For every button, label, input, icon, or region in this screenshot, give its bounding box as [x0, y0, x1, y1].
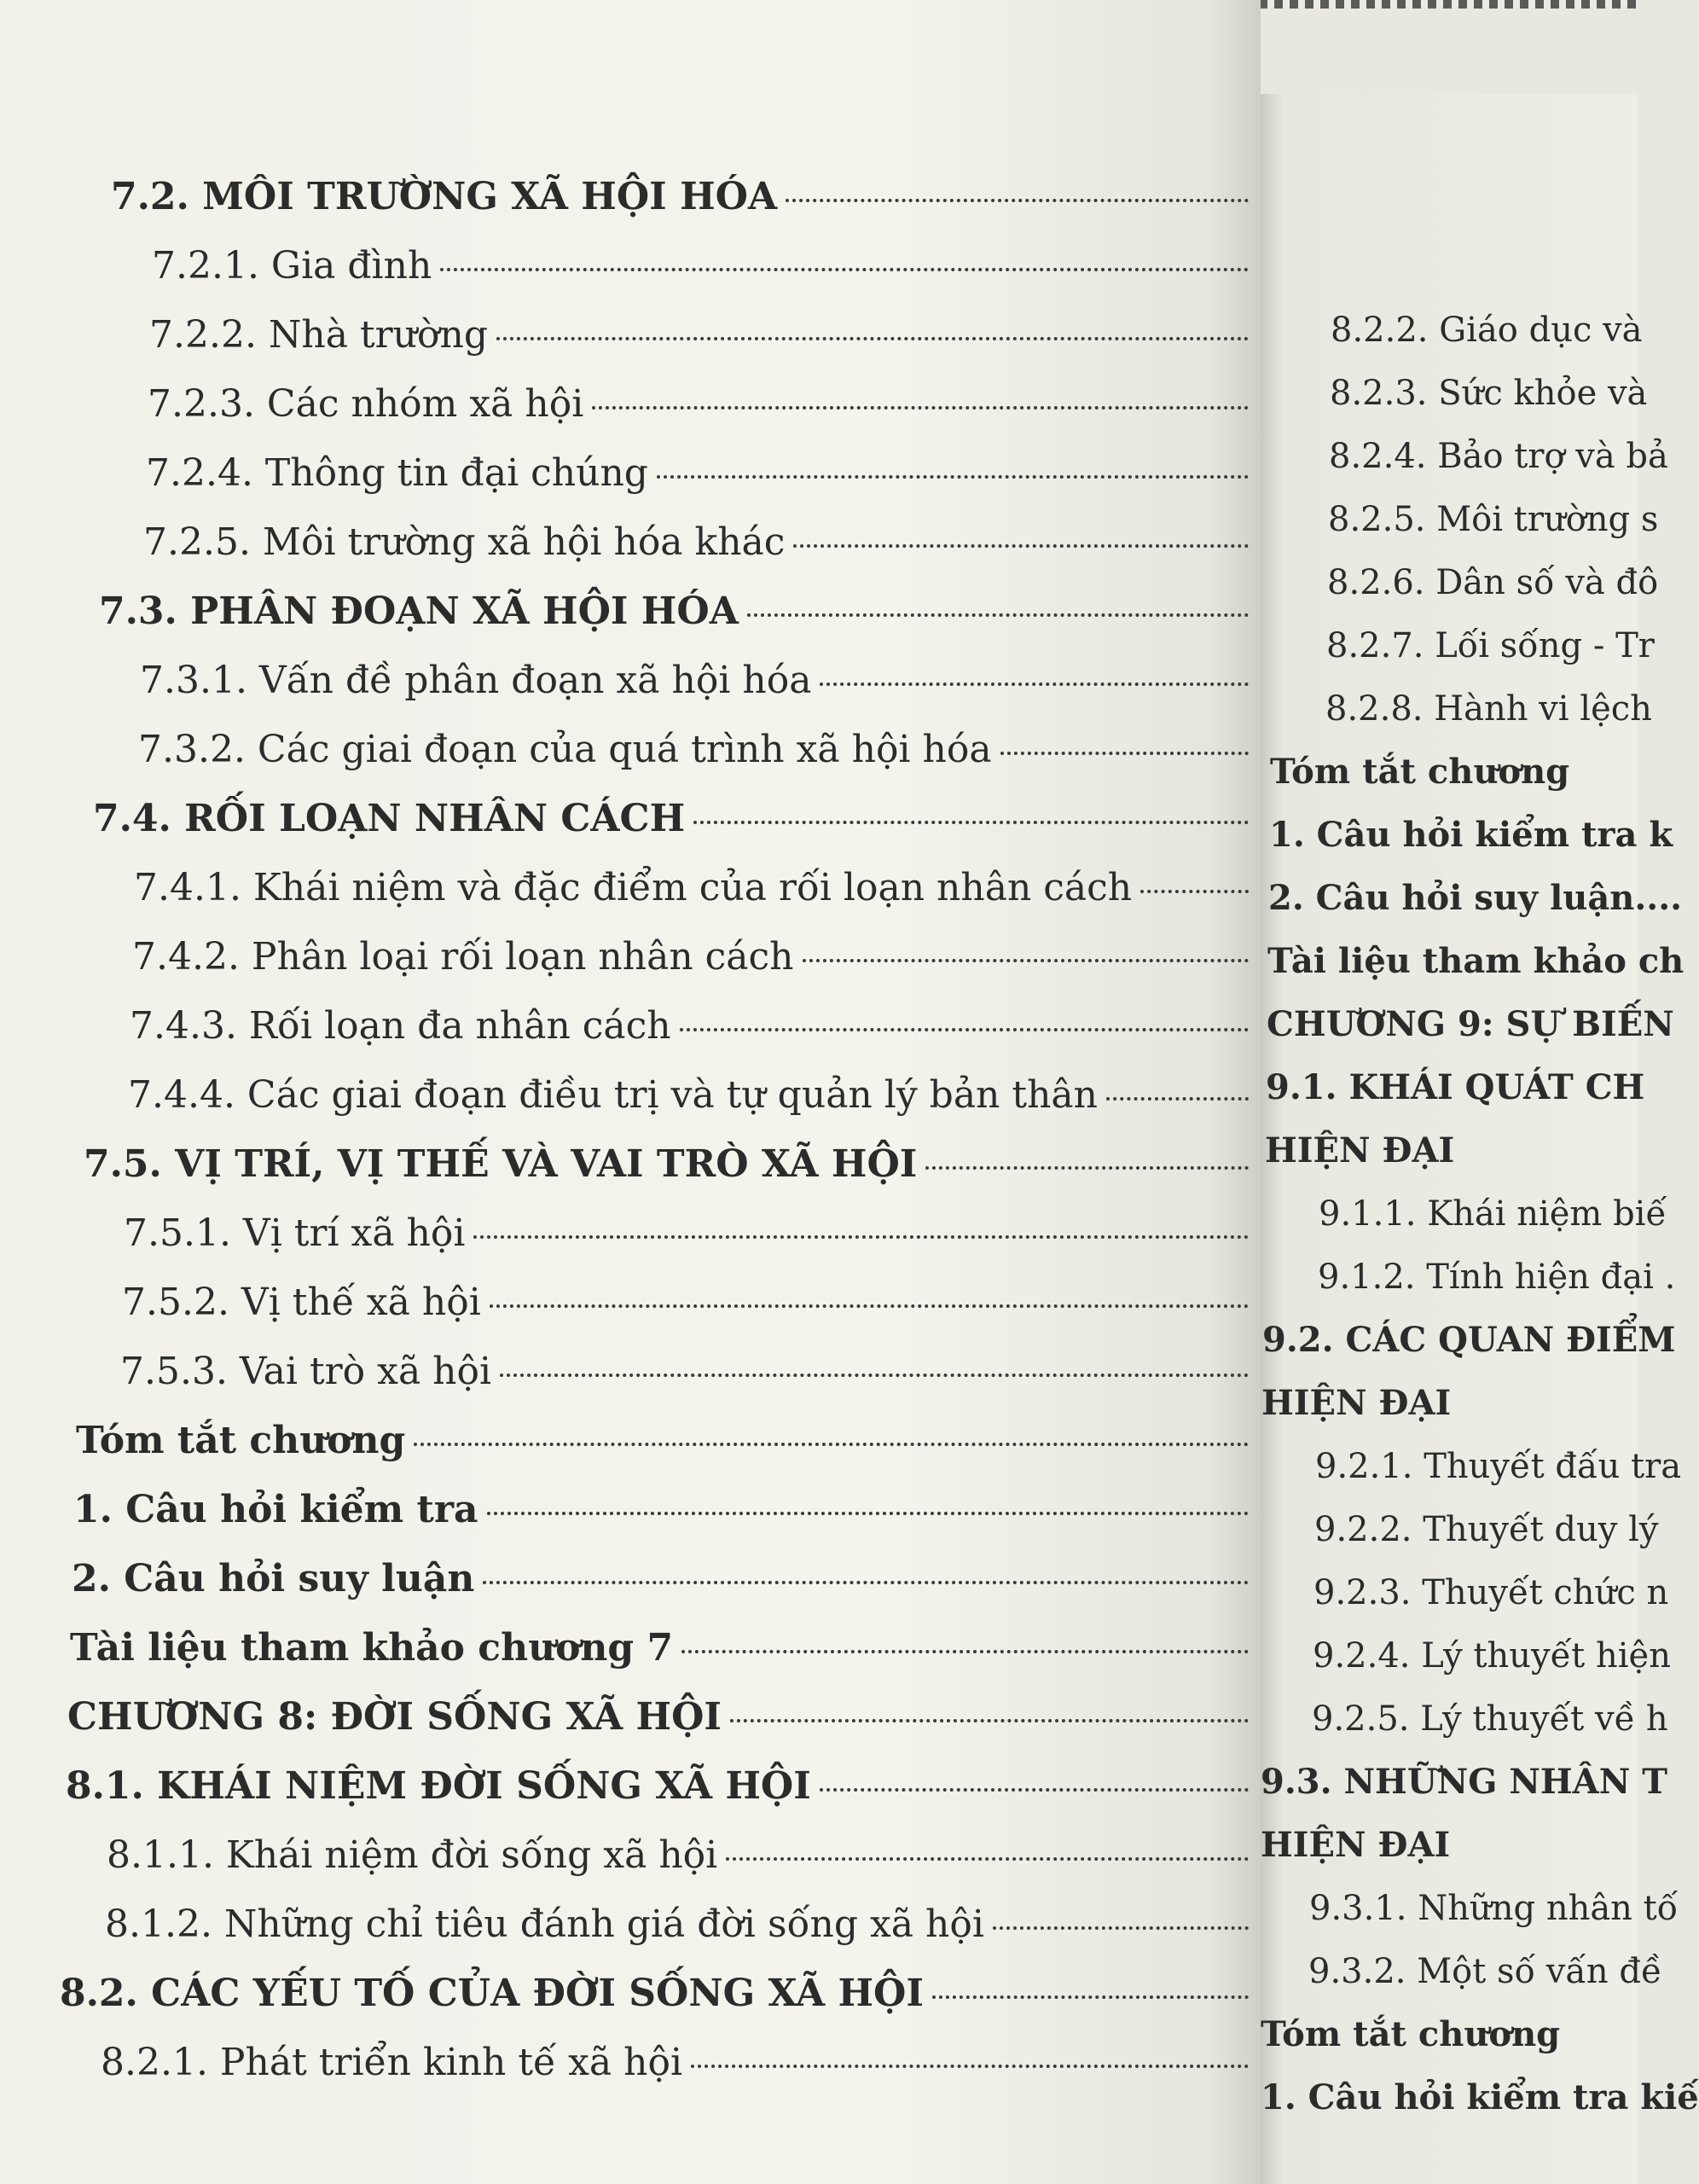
- toc-heading: [1267, 930, 1685, 993]
- toc-heading: [66, 1751, 1262, 1821]
- toc-heading: [1266, 1056, 1645, 1119]
- toc-entry-title: 1. Câu hỏi kiểm tra: [73, 1488, 478, 1531]
- toc-subentry: [128, 1060, 1262, 1130]
- toc-subentry: [101, 2028, 1262, 2097]
- dot-leader: [500, 1374, 1249, 1377]
- toc-heading: [73, 1475, 1262, 1544]
- toc-subentry: [122, 1268, 1262, 1337]
- toc-subentry: [1326, 614, 1655, 677]
- toc-subentry: [1319, 1182, 1667, 1246]
- toc-entry-title: 8.2.5. Môi trường s: [1328, 500, 1659, 539]
- toc-entry-title: 7.3.2. Các giai đoạn của quá trình xã hội hóa: [138, 728, 992, 771]
- dot-leader: [820, 682, 1249, 686]
- toc-subentry: [1314, 1498, 1659, 1561]
- toc-entry-title: 9.2.4. Lý thuyết hiện: [1313, 1636, 1671, 1676]
- dot-leader: [1140, 890, 1249, 893]
- toc-heading: [1270, 741, 1638, 804]
- toc-heading: [1261, 2003, 1638, 2066]
- toc-entry-title: 9.1. KHÁI QUÁT CH: [1266, 1067, 1645, 1107]
- dot-leader: [932, 1995, 1249, 1999]
- dot-leader: [793, 544, 1249, 548]
- toc-entry-title: 9.2.5. Lý thuyết về h: [1312, 1699, 1668, 1739]
- toc-entry-title: 7.2.1. Gia đình: [152, 244, 432, 288]
- toc-heading: [1265, 1119, 1638, 1182]
- toc-entry-title: CHƯƠNG 8: ĐỜI SỐNG XÃ HỘI: [67, 1695, 722, 1739]
- toc-entry-title: HIỆN ĐẠI: [1265, 1130, 1455, 1170]
- dot-leader: [1106, 1097, 1249, 1101]
- table-of-contents-left: [0, 162, 1262, 2097]
- table-of-contents-right: [1261, 299, 1699, 2129]
- toc-entry-title: 7.3. PHÂN ĐOẠN XÃ HỘI HÓA: [99, 590, 739, 633]
- toc-entry-title: 9.3. NHỮNG NHÂN T: [1261, 1762, 1667, 1802]
- toc-subentry: [1331, 299, 1643, 362]
- toc-subentry: [152, 231, 1262, 300]
- toc-entry-title: 9.1.2. Tính hiện đại .: [1318, 1258, 1676, 1297]
- toc-entry-title: 7.4. RỐI LOẠN NHÂN CÁCH: [93, 797, 686, 840]
- dot-leader: [786, 199, 1249, 202]
- toc-entry-title: CHƯƠNG 9: SỰ BIẾN: [1267, 1004, 1674, 1044]
- dot-leader: [483, 1581, 1249, 1584]
- toc-heading: [1269, 804, 1673, 867]
- toc-entry-title: Tóm tắt chương: [1261, 2014, 1561, 2054]
- toc-subentry: [148, 369, 1262, 439]
- dot-leader: [1000, 752, 1249, 755]
- toc-subentry: [1327, 551, 1659, 614]
- toc-subentry: [120, 1337, 1262, 1406]
- toc-subentry: [1308, 1940, 1662, 2003]
- toc-subentry: [138, 715, 1262, 784]
- toc-entry-title: Tóm tắt chương: [76, 1419, 406, 1462]
- dot-leader: [592, 406, 1249, 410]
- toc-heading: [1261, 2066, 1699, 2129]
- dot-leader: [693, 821, 1249, 824]
- toc-subentry: [1325, 677, 1652, 741]
- dot-leader: [820, 1788, 1249, 1792]
- toc-entry-title: Tài liệu tham khảo chương 7: [70, 1626, 674, 1670]
- dot-leader: [681, 1650, 1249, 1653]
- toc-entry-title: 7.4.2. Phân loại rối loạn nhân cách: [132, 935, 794, 979]
- toc-subentry: [105, 1890, 1262, 1959]
- toc-heading: [93, 784, 1262, 853]
- toc-subentry: [134, 853, 1262, 922]
- toc-entry-title: 8.2.1. Phát triển kinh tế xã hội: [101, 2041, 683, 2084]
- toc-entry-title: Tài liệu tham khảo ch: [1267, 941, 1685, 981]
- toc-entry-title: 7.2.5. Môi trường xã hội hóa khác: [143, 520, 786, 564]
- toc-heading: [72, 1544, 1262, 1613]
- toc-entry-title: Tóm tắt chương: [1270, 752, 1570, 792]
- toc-entry-title: 7.5.2. Vị thế xã hội: [122, 1281, 481, 1324]
- toc-entry-title: 9.1.1. Khái niệm biế: [1319, 1194, 1667, 1234]
- toc-entry-title: 9.3.1. Những nhân tố: [1309, 1889, 1679, 1928]
- toc-entry-title: 1. Câu hỏi kiểm tra k: [1269, 815, 1673, 855]
- dot-leader: [691, 2065, 1249, 2068]
- toc-entry-title: 9.2. CÁC QUAN ĐIỂM: [1262, 1320, 1676, 1360]
- toc-subentry: [140, 646, 1262, 715]
- toc-heading: [76, 1406, 1262, 1475]
- toc-subentry: [149, 300, 1262, 369]
- toc-entry-title: 7.4.1. Khái niệm và đặc điểm của rối loạn nhân cách: [134, 866, 1133, 909]
- toc-entry-title: HIỆN ĐẠI: [1261, 1383, 1452, 1423]
- dot-leader: [726, 1857, 1249, 1861]
- toc-entry-title: 8.1.2. Những chỉ tiêu đánh giá đời sống xã hội: [105, 1902, 984, 1946]
- toc-entry-title: 7.5.1. Vị trí xã hội: [124, 1211, 466, 1255]
- toc-heading: [1262, 1309, 1676, 1372]
- dot-leader: [657, 475, 1249, 479]
- toc-entry-title: 2. Câu hỏi suy luận: [72, 1557, 475, 1600]
- toc-subentry: [124, 1199, 1262, 1268]
- toc-subentry: [146, 439, 1262, 508]
- toc-entry-title: 9.3.2. Một số vấn đề: [1308, 1952, 1662, 1991]
- toc-subentry: [1330, 362, 1648, 425]
- toc-subentry: [132, 922, 1262, 991]
- toc-entry-title: 7.2. MÔI TRƯỜNG XÃ HỘI HÓA: [111, 175, 778, 218]
- toc-entry-title: 2. Câu hỏi suy luận....: [1268, 878, 1683, 918]
- toc-entry-title: 8.2.7. Lối sống - Tr: [1326, 626, 1655, 665]
- right-page: [1261, 94, 1699, 2184]
- toc-entry-title: 8.2.3. Sức khỏe và: [1330, 374, 1648, 413]
- toc-entry-title: 7.2.3. Các nhóm xã hội: [148, 382, 584, 426]
- toc-entry-title: 7.2.4. Thông tin đại chúng: [146, 451, 648, 495]
- toc-entry-title: 7.5. VỊ TRÍ, VỊ THẾ VÀ VAI TRÒ XÃ HỘI: [84, 1142, 918, 1186]
- toc-entry-title: 7.2.2. Nhà trường: [149, 313, 489, 357]
- toc-subentry: [130, 991, 1262, 1060]
- toc-subentry: [107, 1821, 1262, 1890]
- toc-entry-title: 7.5.3. Vai trò xã hội: [120, 1350, 492, 1393]
- toc-heading: [1261, 1814, 1638, 1877]
- toc-subentry: [143, 508, 1262, 577]
- toc-entry-title: 8.1.1. Khái niệm đời sống xã hội: [107, 1833, 718, 1877]
- toc-heading: [67, 1682, 1262, 1751]
- toc-subentry: [1329, 425, 1668, 488]
- toc-entry-title: 9.2.1. Thuyết đấu tra: [1315, 1447, 1682, 1486]
- dot-leader: [925, 1166, 1249, 1170]
- toc-heading: [1261, 1372, 1638, 1435]
- toc-entry-title: 7.4.3. Rối loạn đa nhân cách: [130, 1004, 671, 1048]
- toc-subentry: [1312, 1687, 1668, 1751]
- dot-leader: [680, 1028, 1249, 1031]
- toc-heading: [111, 162, 1262, 231]
- toc-entry-title: 7.3.1. Vấn đề phân đoạn xã hội hóa: [140, 659, 812, 702]
- toc-entry-title: 8.2. CÁC YẾU TỐ CỦA ĐỜI SỐNG XÃ HỘI: [60, 1972, 924, 2015]
- toc-entry-title: 8.2.4. Bảo trợ và bả: [1329, 437, 1668, 476]
- toc-entry-title: 8.2.8. Hành vi lệch: [1325, 689, 1652, 729]
- toc-heading: [60, 1959, 1262, 2028]
- toc-entry-title: 8.2.6. Dân số và đô: [1327, 563, 1659, 602]
- toc-heading: [1267, 993, 1674, 1056]
- dot-leader: [490, 1304, 1249, 1308]
- toc-subentry: [1328, 488, 1659, 551]
- dot-leader: [473, 1235, 1249, 1239]
- toc-subentry: [1309, 1877, 1679, 1940]
- dot-leader: [803, 959, 1250, 962]
- toc-heading: [84, 1130, 1262, 1199]
- toc-subentry: [1315, 1435, 1682, 1498]
- dot-leader: [414, 1443, 1249, 1446]
- toc-heading: [1268, 867, 1683, 930]
- dot-leader: [440, 268, 1249, 271]
- toc-entry-title: 8.2.2. Giáo dục và: [1331, 311, 1643, 350]
- toc-entry-title: HIỆN ĐẠI: [1261, 1825, 1451, 1865]
- toc-subentry: [1313, 1624, 1671, 1687]
- dot-leader: [730, 1719, 1249, 1722]
- toc-heading: [70, 1613, 1262, 1682]
- dot-leader: [487, 1512, 1249, 1515]
- dot-leader: [747, 613, 1249, 617]
- toc-entry-title: 7.4.4. Các giai đoạn điều trị và tự quản lý bản thân: [128, 1073, 1098, 1117]
- toc-heading: [99, 577, 1262, 646]
- toc-entry-title: 1. Câu hỏi kiểm tra kiế: [1261, 2077, 1699, 2117]
- dot-leader: [993, 1926, 1249, 1930]
- toc-entry-title: 8.1. KHÁI NIỆM ĐỜI SỐNG XÃ HỘI: [66, 1764, 811, 1808]
- toc-subentry: [1318, 1246, 1676, 1309]
- toc-heading: [1261, 1751, 1667, 1814]
- toc-subentry: [1313, 1561, 1669, 1624]
- toc-entry-title: 9.2.2. Thuyết duy lý: [1314, 1510, 1659, 1549]
- dot-leader: [496, 337, 1249, 340]
- toc-entry-title: 9.2.3. Thuyết chức n: [1313, 1573, 1669, 1612]
